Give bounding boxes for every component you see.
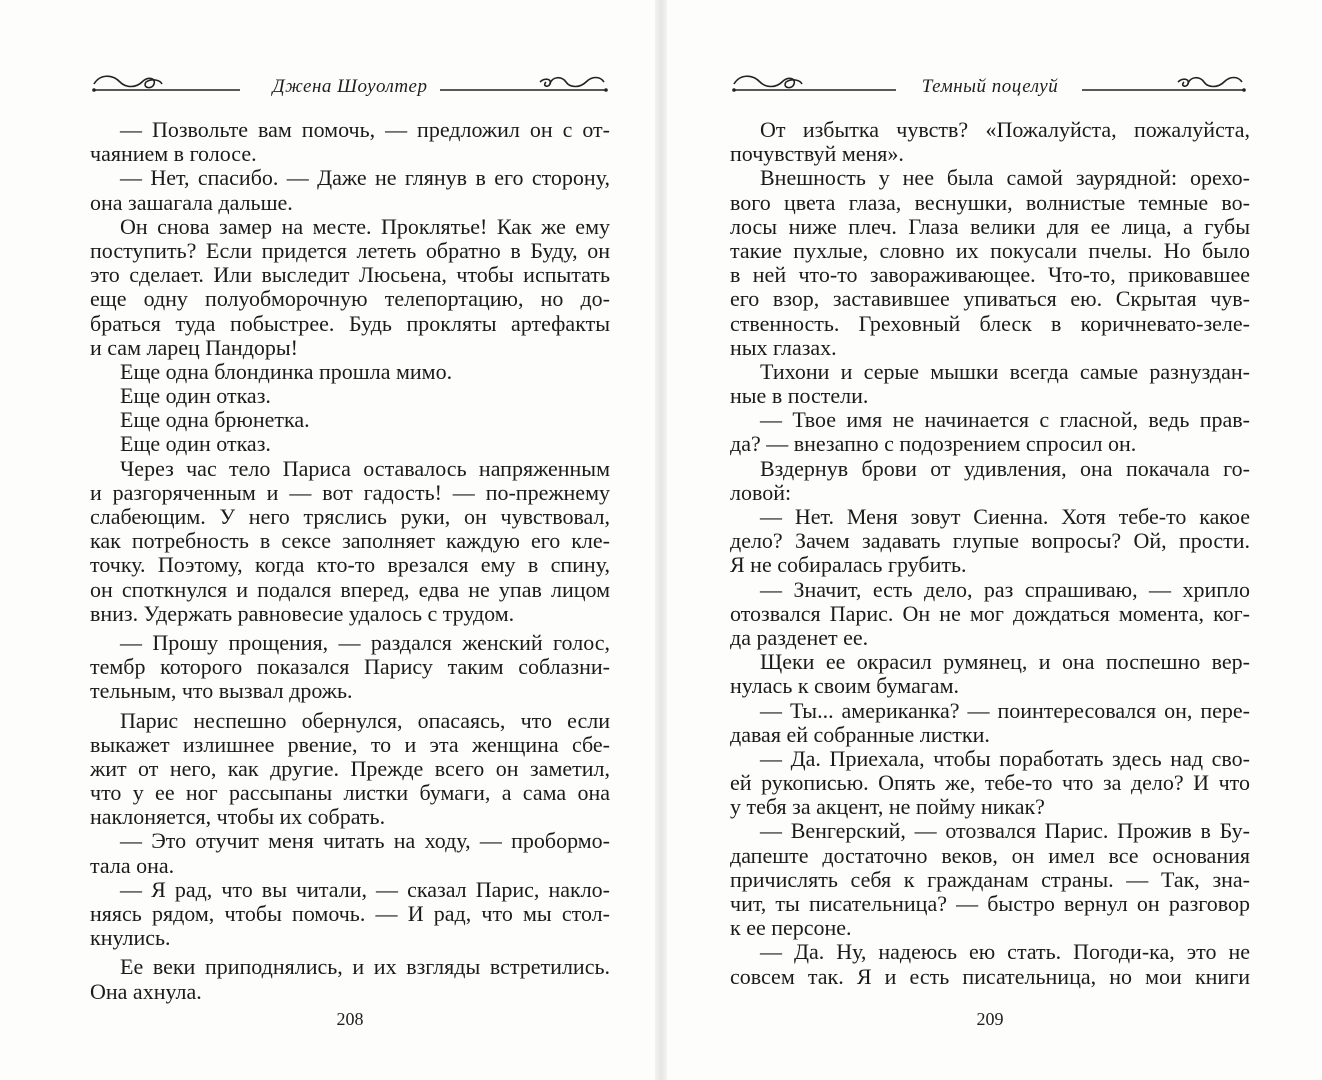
- text-line: наклоняется, чтобы их собрать.: [90, 805, 386, 830]
- text-line: дело? Зачем задавать глупые вопросы? Ой, прости.: [730, 529, 1250, 554]
- text-line: — Прошу прощения, — раздался женский голос,: [120, 630, 610, 655]
- text-line: слабеющим. У него тряслись руки, он чувствовал,: [90, 505, 610, 529]
- text-line: нулась к своим бумагам.: [730, 674, 960, 699]
- text-line: Он снова замер на месте. Проклятье! Как же ему: [120, 214, 610, 239]
- running-head-book-title: Темный поцелуй: [921, 76, 1059, 97]
- text-line: ловой:: [730, 480, 792, 505]
- text-line: Щеки ее окрасил румянец, и она поспешно вер-: [760, 650, 1250, 675]
- text-line: кнулись.: [90, 926, 171, 951]
- text-line: и разгоряченным и — вот гадость! — по-прежнему: [90, 480, 610, 505]
- page-number-right: 209: [976, 1009, 1004, 1029]
- text-line: — Нет, спасибо. — Даже не глянув в его сторону,: [120, 166, 610, 191]
- text-line: Через час тело Париса оставалось напряженным: [120, 456, 610, 481]
- text-line: Она ахнула.: [90, 979, 202, 1004]
- text-line: он споткнулся и подался вперед, едва не упав лицом: [90, 577, 610, 602]
- text-line: у тебя за акцент, не пойму никак?: [730, 795, 1045, 820]
- text-line: — Нет. Меня зовут Сиенна. Хотя тебе-то какое: [760, 505, 1250, 529]
- text-line: чаянием в голосе.: [90, 142, 257, 167]
- text-line: — Я рад, что вы читали, — сказал Парис, накло-: [120, 877, 610, 902]
- text-line: это сделает. Или выследит Люсьена, чтобы испытать: [90, 263, 610, 288]
- text-line: чит, ты писательница? — быстро вернул он разговор: [730, 892, 1250, 916]
- text-line: причислять себя к гражданам страны. — Так, зна-: [730, 867, 1250, 892]
- text-line: отозвался Парис. Он не мог дождаться момента, ког-: [730, 601, 1250, 626]
- text-line: — Значит, есть дело, раз спрашиваю, — хрипло: [760, 577, 1250, 602]
- text-line: вниз. Удержать равновесие удалось с трудом.: [90, 601, 515, 626]
- text-line: еще одну полуобморочную телепортацию, но до-: [90, 287, 610, 312]
- text-line: совсем так. Я и есть писательница, но мои книги: [730, 964, 1250, 989]
- text-line: точку. Поэтому, когда кто-то врезался ему в спину,: [90, 553, 610, 578]
- text-line: к ее персоне.: [730, 916, 852, 941]
- left-running-head: [90, 66, 610, 106]
- running-head-author: Джена Шоуолтер: [272, 76, 428, 97]
- text-line: да разденет ее.: [730, 625, 869, 650]
- text-line: тельным, что вызвал дрожь.: [90, 679, 353, 704]
- text-line: дапеште достаточно веков, он имел все основания: [730, 843, 1250, 868]
- text-line: жит от него, как другие. Прежде всего он заметил,: [90, 756, 610, 781]
- text-line: няясь рядом, чтобы помочь. — И рад, что мы стол-: [90, 902, 610, 926]
- text-line: — Твое имя не начинается с гласной, ведь прав-: [760, 408, 1250, 433]
- text-line: ные в постели.: [730, 384, 869, 409]
- flourish-ornament-icon: [1082, 70, 1248, 96]
- text-line: — Да. Приехала, чтобы поработать здесь над сво-: [760, 746, 1250, 771]
- text-line: — Венгерский, — отозвался Парис. Прожив в Бу-: [760, 819, 1250, 844]
- text-line: Еще одна блондинка прошла мимо.: [120, 359, 453, 384]
- text-line: его взор, заставившее упиваться ею. Скрытая чув-: [730, 287, 1250, 312]
- text-line: — Ты... американка? — поинтересовался он, пере-: [760, 698, 1250, 723]
- text-line: почувствуй меня».: [730, 142, 904, 167]
- book-gutter: [655, 0, 667, 1080]
- right-page-text: [730, 118, 1250, 989]
- text-line: Я не собиралась грубить.: [730, 553, 967, 578]
- text-line: ственность. Греховный блеск в коричневато-зеле-: [730, 311, 1250, 336]
- text-line: в ней что-то завораживающее. Что-то, приковавшее: [730, 263, 1250, 288]
- text-line: и сам ларец Пандоры!: [90, 335, 299, 360]
- text-line: От избытка чувств? «Пожалуйста, пожалуйста,: [760, 118, 1250, 142]
- text-line: — Это отучит меня читать на ходу, — пробормо-: [120, 829, 610, 854]
- text-line: Внешность у нее была самой заурядной: орехо-: [760, 166, 1250, 191]
- text-line: да? — внезапно с подозрением спросил он.: [730, 432, 1137, 457]
- text-line: Еще один отказ.: [120, 432, 271, 457]
- text-line: Еще одна брюнетка.: [120, 408, 310, 433]
- text-line: ей рукописью. Опять же, тебе-то что за дело? И что: [730, 771, 1250, 796]
- text-line: — Позвольте вам помочь, — предложил он с от-: [120, 118, 610, 142]
- left-page-text: [90, 118, 610, 1004]
- page-number-left: 208: [336, 1009, 364, 1029]
- text-line: Парис неспешно обернулся, опасаясь, что если: [120, 708, 610, 733]
- text-line: Еще один отказ.: [120, 384, 271, 409]
- text-line: Вздернув брови от удивления, она покачала го-: [760, 456, 1250, 481]
- text-line: давая ей собранные листки.: [730, 722, 990, 747]
- text-line: лосы ниже плеч. Глаза велики для ее лица, а губы: [730, 214, 1250, 239]
- text-line: — Да. Ну, надеюсь ею стать. Погоди-ка, это не: [760, 940, 1250, 965]
- text-line: ных глазах.: [730, 335, 837, 360]
- text-line: Тихони и серые мышки всегда самые разнуздан-: [760, 359, 1250, 384]
- text-line: она зашагала дальше.: [90, 190, 293, 215]
- right-page: [730, 0, 1250, 1080]
- text-line: выкажет излишнее рвение, то и эта женщина сбе-: [90, 732, 610, 757]
- left-page: [90, 0, 610, 1080]
- text-line: как потребность в сексе заполняет каждую его кле-: [90, 529, 610, 554]
- text-line: тембр которого показался Парису таким соблазни-: [90, 655, 610, 680]
- text-line: поступить? Если придется лететь обратно в Буду, он: [90, 238, 610, 263]
- text-line: Ее веки приподнялись, и их взгляды встретились.: [120, 955, 610, 980]
- text-line: браться туда побыстрее. Будь прокляты артефакты: [90, 311, 610, 336]
- right-running-head: [730, 66, 1250, 106]
- text-line: такие пухлые, словно их покусали пчелы. Но было: [730, 238, 1250, 263]
- text-line: тала она.: [90, 853, 175, 878]
- text-line: что у ее ног рассыпаны листки бумаги, а сама она: [90, 781, 610, 806]
- text-line: вого цвета глаза, веснушки, волнистые темные во-: [730, 190, 1250, 215]
- flourish-ornament-icon: [440, 70, 610, 96]
